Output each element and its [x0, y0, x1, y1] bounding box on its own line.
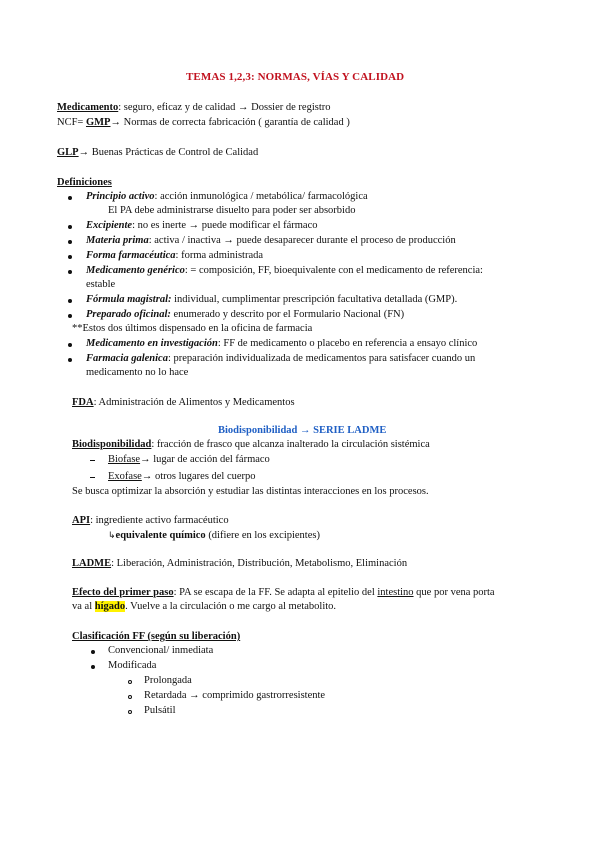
clasificacion-item: Convencional/ inmediata [108, 645, 214, 656]
def-text: enumerado y descrito por el Formulario Nacional (FN) [170, 309, 405, 320]
def-item-continuation: estable [86, 279, 116, 290]
def-text: : activa / inactiva → puede desaparecer durante el proceso de producción [148, 235, 456, 246]
fda-line [72, 396, 295, 410]
def-item-principio-activo [86, 190, 368, 204]
api-text: : ingrediente activo farmacéutico [90, 515, 229, 526]
ladme-text: : Liberación, Administración, Distribución, Metabolismo, Eliminación [111, 558, 408, 569]
clasificacion-subitem: Pulsátil [144, 705, 176, 716]
clasificacion-item: Modificada [108, 660, 157, 671]
ncf-line [57, 116, 350, 130]
gmp-text: → Normas de correcta fabricación ( garantía de calidad ) [110, 117, 350, 128]
def-text: : forma administrada [175, 250, 264, 261]
bullet-icon [68, 240, 72, 244]
def-term: Forma farmacéutica [86, 250, 176, 261]
exofase-text: → otros lugares del cuerpo [141, 471, 256, 482]
clasificacion-heading: Clasificación FF (según su liberación) [72, 631, 241, 642]
def-item-materia-prima [86, 234, 456, 248]
serie-summary: Se busca optimizar la absorción y estudiar las distintas interacciones en los procesos. [72, 486, 429, 497]
biofase-line [108, 453, 270, 467]
bullet-icon [68, 358, 72, 362]
def-item-medicamento-generico [86, 264, 483, 278]
glp-text: → Buenas Prácticas de Control de Calidad [78, 147, 259, 158]
def-item-farmacia-galenica [86, 352, 475, 366]
ncf-prefix: NCF= [57, 117, 86, 128]
def-term: Preparado oficinal: [86, 309, 171, 320]
def-item-medicamento-investigacion [86, 337, 477, 351]
bullet-icon [68, 299, 72, 303]
fda-text: : Administración de Alimentos y Medicamentos [93, 397, 295, 408]
efecto-text: . Vuelve a la circulación o me cargo al metabolito. [125, 601, 337, 612]
api-sub-line [108, 528, 320, 543]
def-text: : FF de medicamento o placebo en referencia a ensayo clínico [217, 338, 478, 349]
medicamento-term: Medicamento [57, 102, 119, 113]
definiciones-heading: Definiciones [57, 177, 112, 188]
ladme-term: LADME [72, 558, 112, 569]
document-title: TEMAS 1,2,3: NORMAS, VÍAS Y CALIDAD [186, 71, 405, 83]
efecto-line-1 [72, 586, 495, 600]
def-text: : no es inerte → puede modificar el fármaco [132, 220, 318, 231]
def-item-excipiente [86, 219, 318, 233]
glp-line [57, 146, 258, 160]
equivalente-quimico-term: equivalente químico [115, 530, 206, 541]
def-text: : acción inmunológica / metabólica/ farmacológica [154, 191, 368, 202]
bullet-icon [68, 314, 72, 318]
bullet-icon [91, 650, 95, 654]
def-term: Materia prima [86, 235, 149, 246]
efecto-text: : PA se escapa de la FF. Se adapta al epitelio del [173, 587, 378, 598]
circle-bullet-icon [128, 695, 132, 699]
clasificacion-subitem: Retardada → comprimido gastrorresistente [144, 690, 326, 701]
efecto-text: va al [72, 601, 95, 612]
biofase-text: → lugar de acción del fármaco [140, 454, 270, 465]
definiciones-note: **Estos dos últimos dispensado en la oficina de farmacia [72, 323, 313, 334]
efecto-term: Efecto del primer paso [72, 587, 174, 598]
def-item-continuation: medicamento no lo hace [86, 367, 189, 378]
dash-icon [90, 460, 95, 461]
def-text: : preparación individualizada de medicamentos para satisfacer cuando un [167, 353, 476, 364]
dash-icon [90, 477, 95, 478]
exofase-line [108, 470, 256, 484]
serie-ladme-heading: Biodisponibilidad → SERIE LADME [218, 425, 387, 436]
equivalente-quimico-text: (difiere en los excipientes) [205, 530, 320, 541]
circle-bullet-icon [128, 680, 132, 684]
glp-term: GLP [57, 147, 79, 158]
bullet-icon [68, 343, 72, 347]
biodisponibilidad-term: Biodisponibilidad [72, 439, 152, 450]
exofase-term: Exofase [108, 471, 142, 482]
intestino-word: intestino [377, 587, 414, 598]
ladme-line [72, 557, 407, 571]
clasificacion-subitem: Prolongada [144, 675, 192, 686]
efecto-line-2 [72, 600, 336, 614]
gmp-term: GMP [85, 117, 111, 128]
biofase-term: Biofase [108, 454, 141, 465]
def-term: Fórmula magistral: [86, 294, 172, 305]
def-term: Principio activo [86, 191, 155, 202]
biodisponibilidad-text: : fracción de frasco que alcanza inalterado la circulación sistémica [151, 439, 430, 450]
bullet-icon [68, 270, 72, 274]
api-term: API [72, 515, 91, 526]
def-item-preparado-oficinal [86, 308, 404, 322]
def-term: Farmacia galenica [86, 353, 168, 364]
def-term: Medicamento genérico [86, 265, 185, 276]
def-item-continuation: El PA debe administrarse disuelto para poder ser absorbido [108, 205, 356, 216]
def-text: individual, cumplimentar prescripción facultativa detallada (GMP). [171, 294, 458, 305]
bullet-icon [68, 225, 72, 229]
efecto-text: que por vena porta [413, 587, 495, 598]
medicamento-text: : seguro, eficaz y de calidad → Dossier de registro [118, 102, 331, 113]
def-item-forma-farmaceutica [86, 249, 263, 263]
circle-bullet-icon [128, 710, 132, 714]
def-term: Excipiente [86, 220, 133, 231]
def-text: : = composición, FF, bioequivalente con el medicamento de referencia: [184, 265, 483, 276]
bullet-icon [68, 255, 72, 259]
bullet-icon [68, 196, 72, 200]
fda-term: FDA [72, 397, 94, 408]
biodisponibilidad-line [72, 438, 430, 452]
bullet-icon [91, 665, 95, 669]
higado-highlight: hígado [94, 601, 126, 612]
api-line [72, 514, 229, 528]
def-item-formula-magistral [86, 293, 457, 307]
corner-arrow-icon: ↳ [108, 530, 116, 540]
def-term: Medicamento en investigación [86, 338, 218, 349]
medicamento-line [57, 101, 331, 115]
